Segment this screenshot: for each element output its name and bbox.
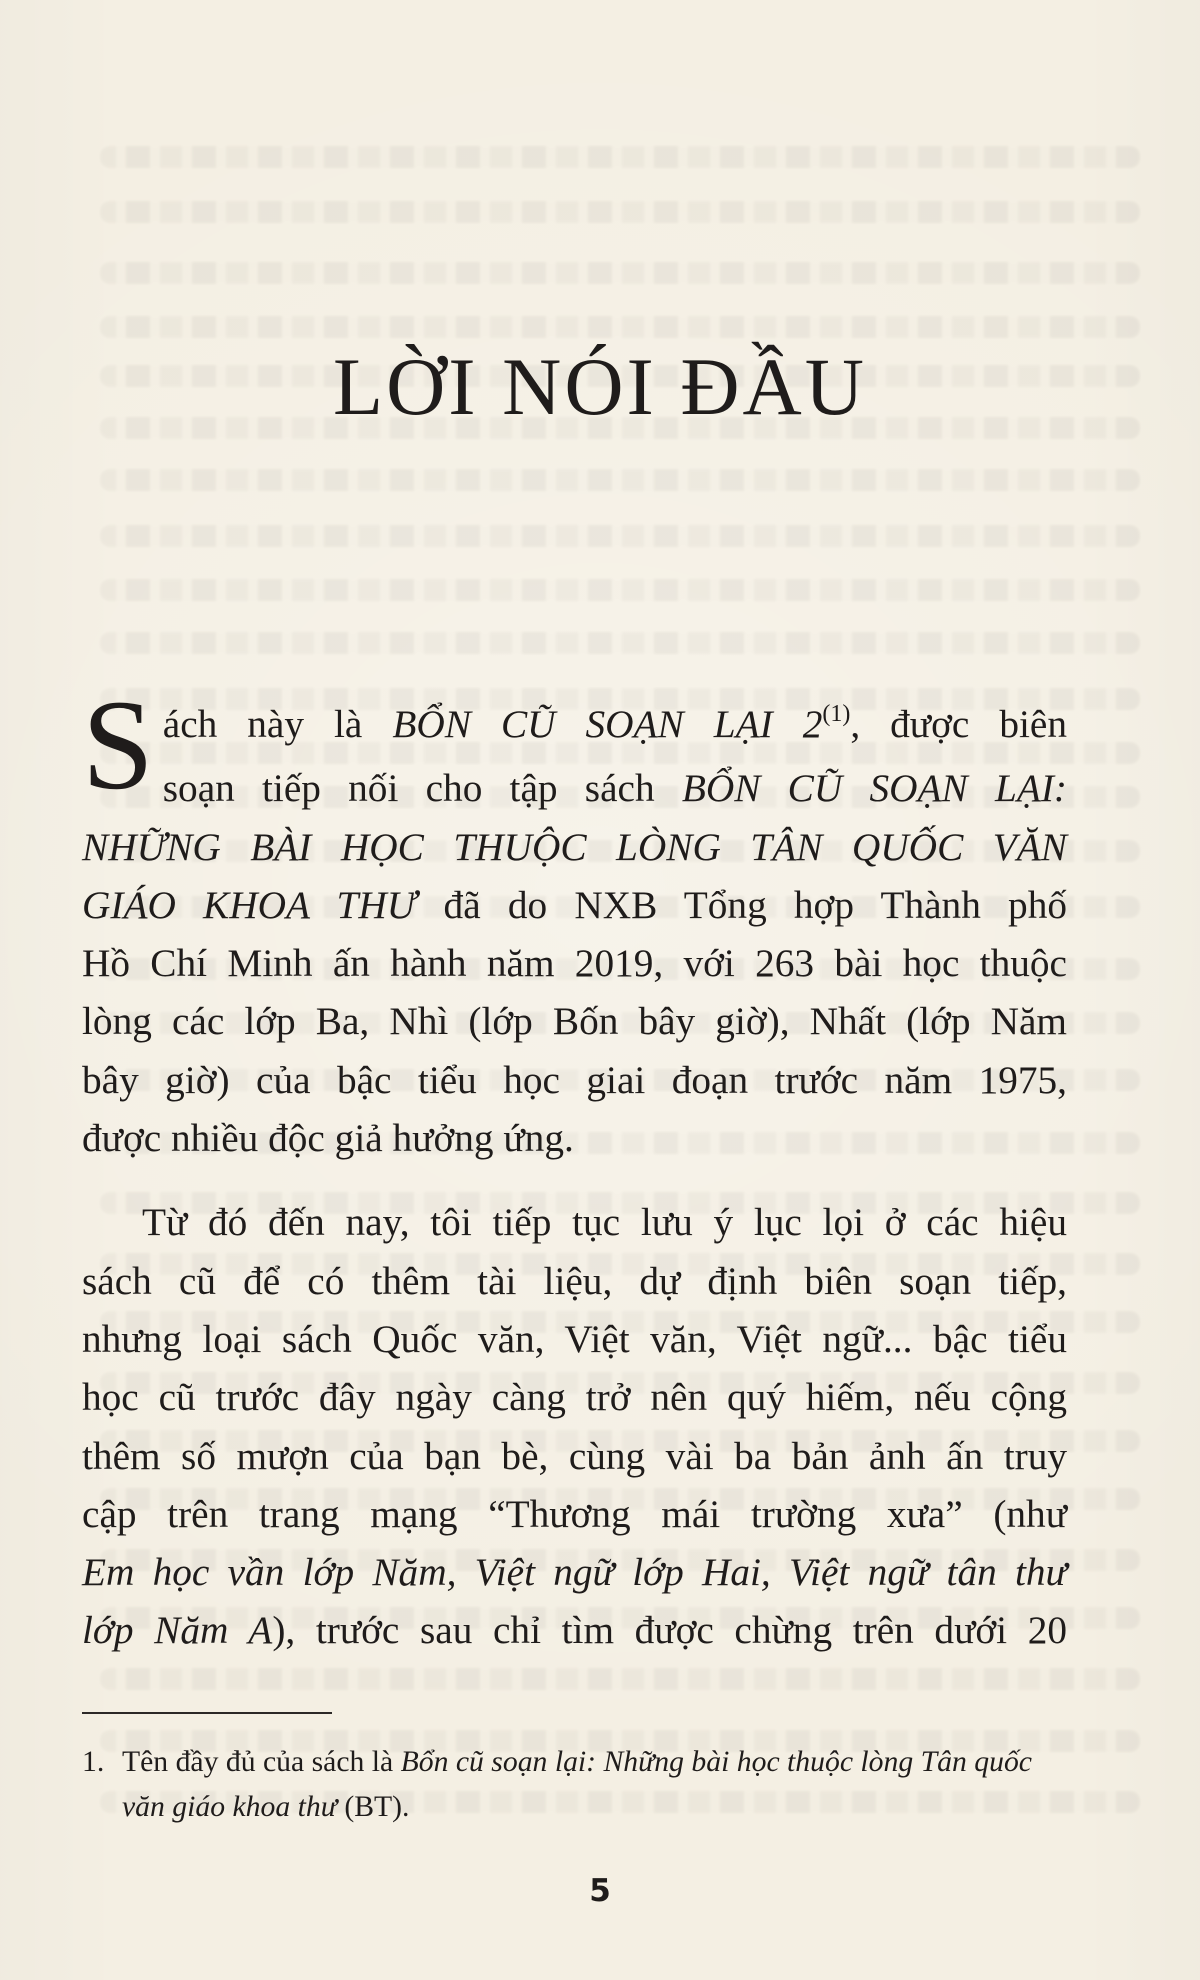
paragraph-2-line-1: Từ đó đến nay, tôi tiếp tục lưu ý lục lọi ở các hiệu xyxy=(142,1200,1067,1245)
paragraph-1-line-4 xyxy=(82,876,1067,934)
book-title-italic: BỔN CŨ SOẠN LẠI: xyxy=(681,766,1067,811)
page-title: LỜI NÓI ĐẦU xyxy=(332,341,867,432)
paragraph-1-line-5: Hồ Chí Minh ấn hành năm 2019, với 263 bài học thuộc xyxy=(82,941,1067,986)
text-span: Tên đầy đủ của sách là xyxy=(122,1746,401,1778)
text-span: ), trước sau chỉ tìm được chừng trên dưới 20 xyxy=(272,1608,1067,1653)
paragraph-1-line-3: NHỮNG BÀI HỌC THUỘC LÒNG TÂN QUỐC VĂN xyxy=(82,824,1067,869)
drop-cap: S xyxy=(82,673,154,816)
book-title-italic: BỔN CŨ SOẠN LẠI 2 xyxy=(392,702,823,746)
footnote xyxy=(82,1740,1067,1830)
paragraph-2-line-3: nhưng loại sách Quốc văn, Việt văn, Việt ngữ... bậc tiểu xyxy=(82,1316,1067,1361)
paragraph-spacer xyxy=(82,1167,1067,1193)
footnote-line-2 xyxy=(82,1785,1067,1830)
footnote-number: 1. xyxy=(82,1746,105,1778)
paragraph-2-line-5: thêm số mượn của bạn bè, cùng vài ba bản ảnh ấn truy xyxy=(82,1433,1067,1478)
preface-body xyxy=(82,673,1067,1660)
paragraph-2-line-8 xyxy=(82,1601,1067,1659)
text-span: ách này là xyxy=(162,702,393,746)
book-title-italic: GIÁO KHOA THƯ xyxy=(82,882,417,927)
text-span: , được biên xyxy=(850,702,1067,746)
book-title-italic: Bổn cũ soạn lại: Những bài học thuộc lòng Tân quốc xyxy=(400,1746,1032,1778)
page-number: 5 xyxy=(589,1873,611,1909)
text-span: đã do NXB Tổng hợp Thành phố xyxy=(416,882,1067,927)
footnote-divider xyxy=(82,1712,332,1714)
text-span: (BT). xyxy=(336,1791,410,1823)
paragraph-1-line-7: bây giờ) của bậc tiểu học giai đoạn trước năm 1975, xyxy=(82,1057,1067,1102)
paragraph-1-line-2 xyxy=(82,759,1067,817)
paragraph-1 xyxy=(82,673,1067,1167)
paragraph-2-line-2: sách cũ để có thêm tài liệu, dự định biên soạn tiếp, xyxy=(82,1258,1067,1303)
book-title-italic: văn giáo khoa thư xyxy=(122,1791,337,1823)
paragraph-2-line-6: cập trên trang mạng “Thương mái trường xưa” (như xyxy=(82,1491,1067,1536)
footnote-ref: (1) xyxy=(822,701,851,727)
paragraph-1-line-6: lòng các lớp Ba, Nhì (lớp Bốn bây giờ), Nhất (lớp Năm xyxy=(82,999,1067,1044)
paragraph-1-line-8: được nhiều độc giả hưởng ứng. xyxy=(82,1116,574,1161)
book-title-italic: lớp Năm A xyxy=(82,1608,273,1653)
text-span: soạn tiếp nối cho tập sách xyxy=(162,766,682,811)
paragraph-2 xyxy=(82,1193,1067,1659)
paragraph-1-line-1 xyxy=(82,695,1067,759)
paragraph-2-line-7: Em học vần lớp Năm, Việt ngữ lớp Hai, Việt ngữ tân thư xyxy=(82,1550,1067,1595)
footnote-line-1 xyxy=(82,1740,1067,1785)
paragraph-2-line-4: học cũ trước đây ngày càng trở nên quý hiếm, nếu cộng xyxy=(82,1375,1067,1420)
